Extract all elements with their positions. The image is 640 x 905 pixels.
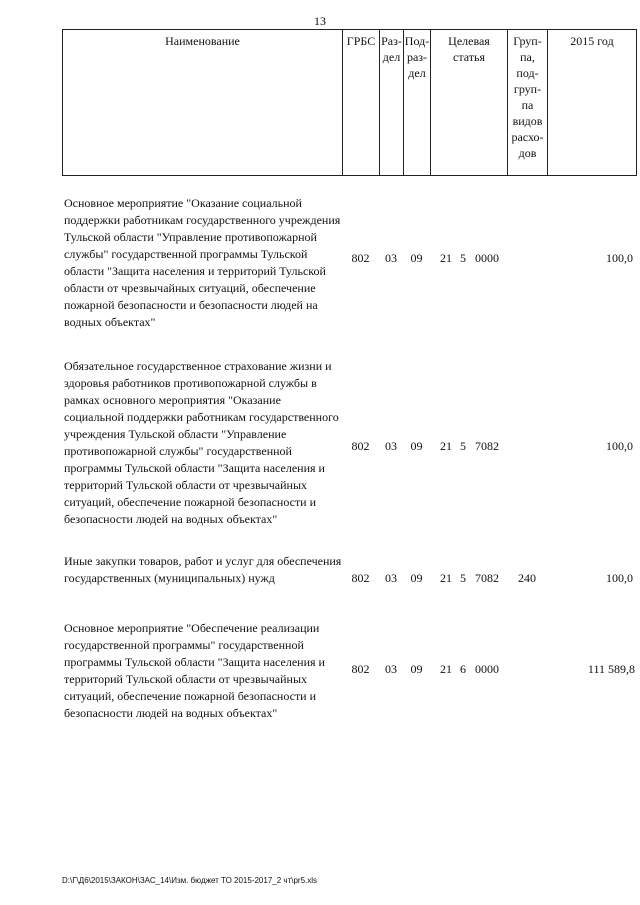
row-amount: 100,0 [606, 439, 633, 453]
table-row [62, 620, 636, 722]
header-razdel: Раз- дел [380, 30, 404, 175]
row-amount: 100,0 [606, 251, 633, 265]
table-header [62, 29, 637, 176]
row-cs-program: 21 [440, 662, 452, 676]
header-name: Наименование [63, 30, 343, 175]
row-name: Основное мероприятие "Оказание социальной поддержки работникам государственного учреждения Тульской области "Управление противопожарной службы" государственной программы Тульской области "Защита населения и территорий Тульской области от чрезвычайных ситуаций, обеспечение пожарной безопасности и безопасности людей на водных объектах" [64, 196, 341, 329]
row-amount: 100,0 [606, 571, 633, 585]
row-podrazdel: 09 [410, 662, 423, 676]
row-cs-program: 21 [440, 439, 452, 453]
row-grbs: 802 [351, 439, 370, 453]
row-podrazdel: 09 [410, 251, 423, 265]
row-name: Основное мероприятие "Обеспечение реализации государственной программы" государственной программы Тульской области "Защита населения и территорий Тульской области от чрезвычайных ситуаций, обеспечение пожарной безопасности и безопасности людей на водных объектах" [64, 621, 325, 720]
table-row [62, 195, 636, 331]
row-razdel: 03 [385, 571, 397, 585]
row-cs-direction: 0000 [475, 251, 499, 265]
row-grbs: 802 [351, 251, 370, 265]
row-vr: 240 [518, 571, 536, 585]
table-row [62, 358, 636, 546]
row-amount: 111 589,8 [587, 662, 635, 676]
header-podrazdel: Под- раз- дел [404, 30, 431, 175]
row-name: Иные закупки товаров, работ и услуг для обеспечения государственных (муниципальных) нужд [64, 554, 342, 585]
row-razdel: 03 [385, 251, 397, 265]
row-podrazdel: 09 [410, 439, 423, 453]
row-grbs: 802 [351, 662, 370, 676]
page-number: 13 [314, 14, 326, 28]
header-grbs: ГРБС [343, 30, 380, 175]
row-cs-direction: 7082 [475, 439, 499, 453]
row-grbs: 802 [351, 571, 370, 585]
row-cs-subprogram: 5 [460, 251, 466, 265]
table-row [62, 553, 636, 605]
row-cs-program: 21 [440, 571, 452, 585]
row-cs-subprogram: 6 [460, 662, 466, 676]
header-gruppa-vidov-rashodov: Груп- па, под- груп- па видов расхо- дов [508, 30, 548, 175]
file-path-footer: D:\Г\Д6\2015\ЗАКОН\ЗАС_14\Изм. бюджет ТО 2015-2017_2 чт\pr5.xls [62, 876, 318, 885]
row-cs-subprogram: 5 [460, 439, 466, 453]
row-cs-program: 21 [440, 251, 452, 265]
row-cs-direction: 7082 [475, 571, 499, 585]
row-cs-subprogram: 5 [460, 571, 466, 585]
row-razdel: 03 [385, 439, 397, 453]
row-name: Обязательное государственное страхование жизни и здоровья работников противопожарной службы в рамках основного мероприятия "Оказание социальной поддержки работникам государственного учреждения Тульской области "Управление противопожарной службы" государственной программы Тульской области "Защита населения и территорий Тульской области от чрезвычайных ситуаций, обеспечение пожарной безопасности и безопасности людей на водных объектах" [64, 359, 339, 526]
header-year: 2015 год [570, 34, 614, 48]
row-cs-direction: 0000 [475, 662, 499, 676]
row-podrazdel: 09 [410, 571, 423, 585]
header-celevaya-statya: Целевая статья [431, 30, 508, 175]
row-razdel: 03 [385, 662, 397, 676]
